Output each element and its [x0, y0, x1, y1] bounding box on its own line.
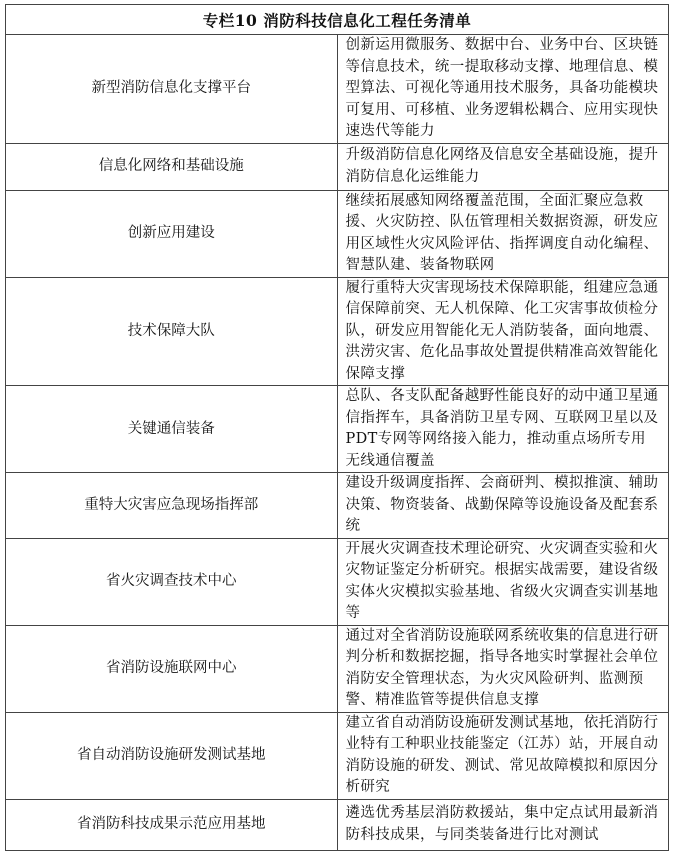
row-description: 履行重特大灾害现场技术保障职能，组建应急通信保障前突、无人机保障、化工灾害事故侦检分队，研发应用智能化无人消防装备，面向地震、洪涝灾害、危化品事故处置提供精准高效智能化保障支撑	[337, 277, 669, 386]
row-name: 关键通信装备	[6, 386, 338, 473]
row-description: 建设升级调度指挥、会商研判、模拟推演、辅助决策、物资装备、战勤保障等设施设备及配套系统	[337, 473, 669, 539]
table-row	[6, 473, 669, 539]
table-row	[6, 386, 669, 473]
table-row	[6, 625, 669, 712]
table-row	[6, 538, 669, 625]
row-description: 总队、各支队配备越野性能良好的动中通卫星通信指挥车，具备消防卫星专网、互联网卫星以及PDT专网等网络接入能力，推动重点场所专用无线通信覆盖	[337, 386, 669, 473]
table-row	[6, 799, 669, 850]
row-name: 省消防设施联网中心	[6, 625, 338, 712]
table-row	[6, 35, 669, 144]
row-description: 升级消防信息化网络及信息安全基础设施，提升消防信息化运维能力	[337, 143, 669, 190]
row-name: 信息化网络和基础设施	[6, 143, 338, 190]
row-name: 创新应用建设	[6, 190, 338, 277]
row-description: 开展火灾调查技术理论研究、火灾调查实验和火灾物证鉴定分析研究。根据实战需要，建设省级实体火灾模拟实验基地、省级火灾调查实训基地等	[337, 538, 669, 625]
table-row	[6, 277, 669, 386]
table-row	[6, 143, 669, 190]
row-description: 通过对全省消防设施联网系统收集的信息进行研判分析和数据挖掘，指导各地实时掌握社会单位消防安全管理状态，为火灾风险研判、监测预警、精准监管等提供信息支撑	[337, 625, 669, 712]
row-name: 技术保障大队	[6, 277, 338, 386]
row-name: 省消防科技成果示范应用基地	[6, 799, 338, 850]
row-description: 继续拓展感知网络覆盖范围，全面汇聚应急救援、火灾防控、队伍管理相关数据资源，研发应用区域性火灾风险评估、指挥调度自动化编程、智慧队建、装备物联网	[337, 190, 669, 277]
row-description: 建立省自动消防设施研发测试基地，依托消防行业特有工种职业技能鉴定（江苏）站，开展自动消防设施的研发、测试、常见故障模拟和原因分析研究	[337, 712, 669, 799]
row-name: 重特大灾害应急现场指挥部	[6, 473, 338, 539]
row-name: 新型消防信息化支撑平台	[6, 35, 338, 144]
row-description: 创新运用微服务、数据中台、业务中台、区块链等信息技术，统一提取移动支撑、地理信息、模型算法、可视化等通用技术服务，具备功能模块可复用、可移植、业务逻辑松耦合、应用实现快速迭代等能力	[337, 35, 669, 144]
table-row	[6, 712, 669, 799]
table-row	[6, 190, 669, 277]
task-list-table	[5, 4, 669, 851]
table-title: 专栏10 消防科技信息化工程任务清单	[6, 5, 669, 35]
row-name: 省自动消防设施研发测试基地	[6, 712, 338, 799]
title-row	[6, 5, 669, 35]
row-description: 遴选优秀基层消防救援站，集中定点试用最新消防科技成果，与同类装备进行比对测试	[337, 799, 669, 850]
row-name: 省火灾调查技术中心	[6, 538, 338, 625]
